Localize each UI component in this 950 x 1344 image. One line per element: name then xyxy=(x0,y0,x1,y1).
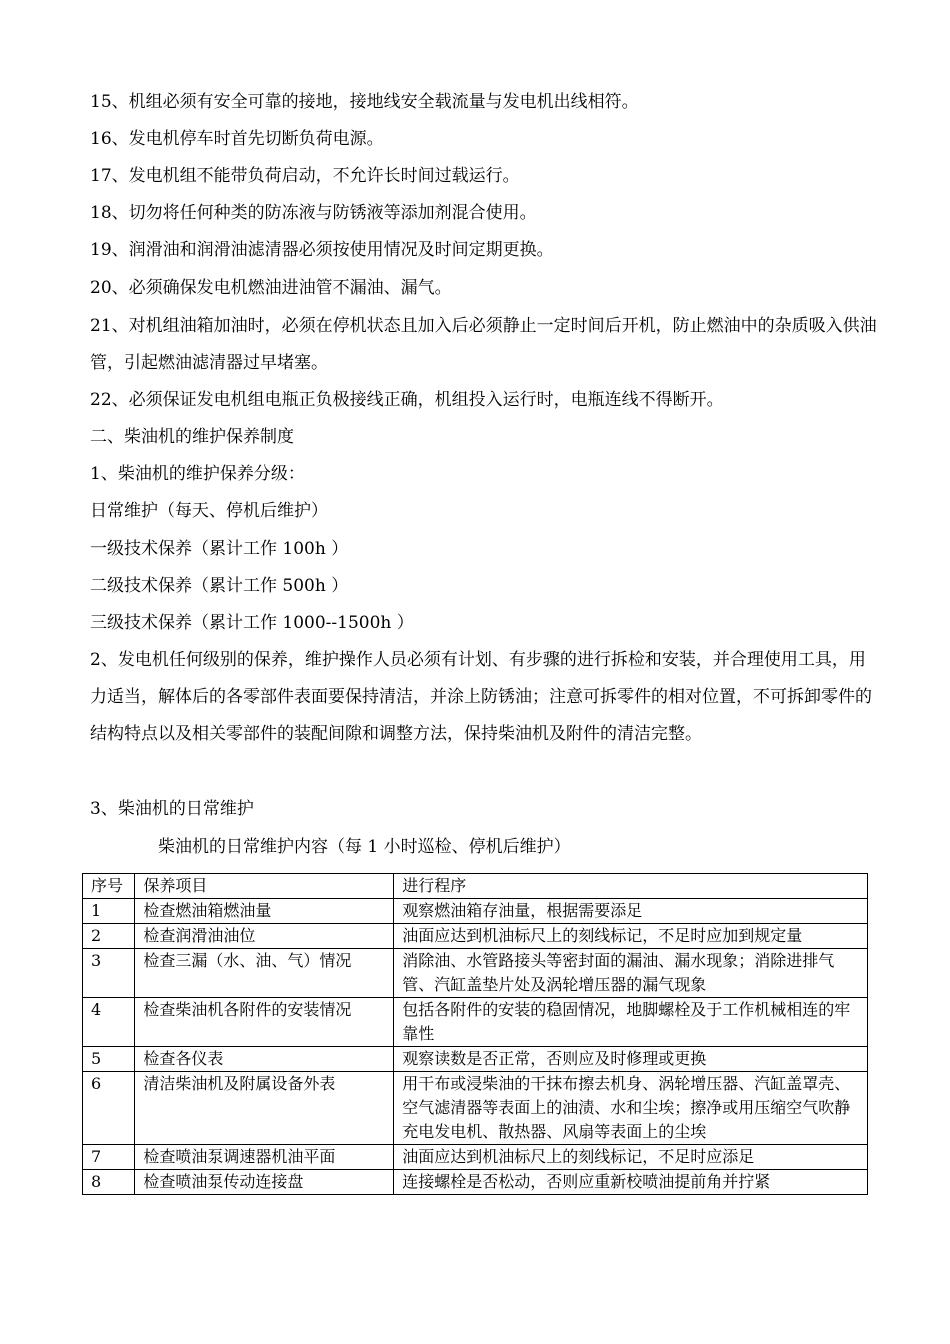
row-item: 检查润滑油油位 xyxy=(135,924,394,949)
row-number: 5 xyxy=(83,1047,135,1072)
header-procedure: 进行程序 xyxy=(394,874,868,899)
table-header-row xyxy=(83,874,868,899)
rule-22: 22、必须保证发电机组电瓶正负极接线正确，机组投入运行时，电瓶连线不得断开。 xyxy=(90,390,724,410)
table-row xyxy=(83,924,868,949)
rule-20: 20、必须确保发电机燃油进油管不漏油、漏气。 xyxy=(90,278,452,298)
header-number: 序号 xyxy=(83,874,135,899)
table-row xyxy=(83,899,868,924)
table-row xyxy=(83,1145,868,1170)
level-first: 一级技术保养（累计工作 100h ） xyxy=(90,539,349,559)
row-item: 清洁柴油机及附属设备外表 xyxy=(135,1072,394,1145)
subsection-1-heading: 1、柴油机的维护保养分级： xyxy=(90,464,305,484)
row-procedure: 消除油、水管路接头等密封面的漏油、漏水现象；消除进排气管、汽缸盖垫片处及涡轮增压器的漏气现象 xyxy=(394,949,868,998)
table-row xyxy=(83,949,868,998)
rule-18: 18、切勿将任何种类的防冻液与防锈液等添加剂混合使用。 xyxy=(90,203,537,223)
level-third: 三级技术保养（累计工作 1000--1500h ） xyxy=(90,613,414,633)
row-number: 7 xyxy=(83,1145,135,1170)
row-procedure: 观察读数是否正常，否则应及时修理或更换 xyxy=(394,1047,868,1072)
table-row xyxy=(83,1170,868,1195)
row-procedure: 油面应达到机油标尺上的刻线标记，不足时应加到规定量 xyxy=(394,924,868,949)
row-item: 检查喷油泵调速器机油平面 xyxy=(135,1145,394,1170)
row-item: 检查各仪表 xyxy=(135,1047,394,1072)
rule-16: 16、发电机停车时首先切断负荷电源。 xyxy=(90,129,384,149)
row-item: 检查三漏（水、油、气）情况 xyxy=(135,949,394,998)
rule-21: 21、对机组油箱加油时，必须在停机状态且加入后必须静止一定时间后开机，防止燃油中的杂质吸入供油管，引起燃油滤清器过早堵塞。 xyxy=(90,316,877,373)
table-row xyxy=(83,1072,868,1145)
row-procedure: 观察燃油箱存油量，根据需要添足 xyxy=(394,899,868,924)
rule-15: 15、机组必须有安全可靠的接地，接地线安全载流量与发电机出线相符。 xyxy=(90,92,639,112)
row-number: 1 xyxy=(83,899,135,924)
row-item: 检查柴油机各附件的安装情况 xyxy=(135,998,394,1047)
level-second: 二级技术保养（累计工作 500h ） xyxy=(90,576,349,596)
row-item: 检查喷油泵传动连接盘 xyxy=(135,1170,394,1195)
row-number: 8 xyxy=(83,1170,135,1195)
row-number: 6 xyxy=(83,1072,135,1145)
rule-19: 19、润滑油和润滑油滤清器必须按使用情况及时间定期更换。 xyxy=(90,240,554,260)
section-heading: 二、柴油机的维护保养制度 xyxy=(90,427,294,447)
row-procedure: 包括各附件的安装的稳固情况，地脚螺栓及于工作机械相连的牢靠性 xyxy=(394,998,868,1047)
row-item: 检查燃油箱燃油量 xyxy=(135,899,394,924)
row-procedure: 油面应达到机油标尺上的刻线标记，不足时应添足 xyxy=(394,1145,868,1170)
level-daily: 日常维护（每天、停机后维护） xyxy=(90,501,328,521)
table-row xyxy=(83,1047,868,1072)
header-item: 保养项目 xyxy=(135,874,394,899)
row-number: 4 xyxy=(83,998,135,1047)
table-caption: 柴油机的日常维护内容（每 1 小时巡检、停机后维护） xyxy=(158,837,571,857)
row-number: 2 xyxy=(83,924,135,949)
row-procedure: 连接螺栓是否松动，否则应重新校喷油提前角并拧紧 xyxy=(394,1170,868,1195)
table-row xyxy=(83,998,868,1047)
row-number: 3 xyxy=(83,949,135,998)
rule-17: 17、发电机组不能带负荷启动，不允许长时间过载运行。 xyxy=(90,166,520,186)
subsection-2-text: 2、发电机任何级别的保养，维护操作人员必须有计划、有步骤的进行拆检和安装，并合理使用工具，用力适当，解体后的各零部件表面要保持清洁，并涂上防锈油；注意可拆零件的相对位置，不可拆卸零件的结构特点以及相关零部件的装配间隙和调整方法，保持柴油机及附件的清洁完整。 xyxy=(90,650,872,744)
maintenance-table xyxy=(82,873,868,1195)
row-procedure: 用干布或浸柴油的干抹布擦去机身、涡轮增压器、汽缸盖罩壳、空气滤清器等表面上的油渍、水和尘埃；擦净或用压缩空气吹静充电发电机、散热器、风扇等表面上的尘埃 xyxy=(394,1072,868,1145)
subsection-3-heading: 3、柴油机的日常维护 xyxy=(90,799,254,819)
